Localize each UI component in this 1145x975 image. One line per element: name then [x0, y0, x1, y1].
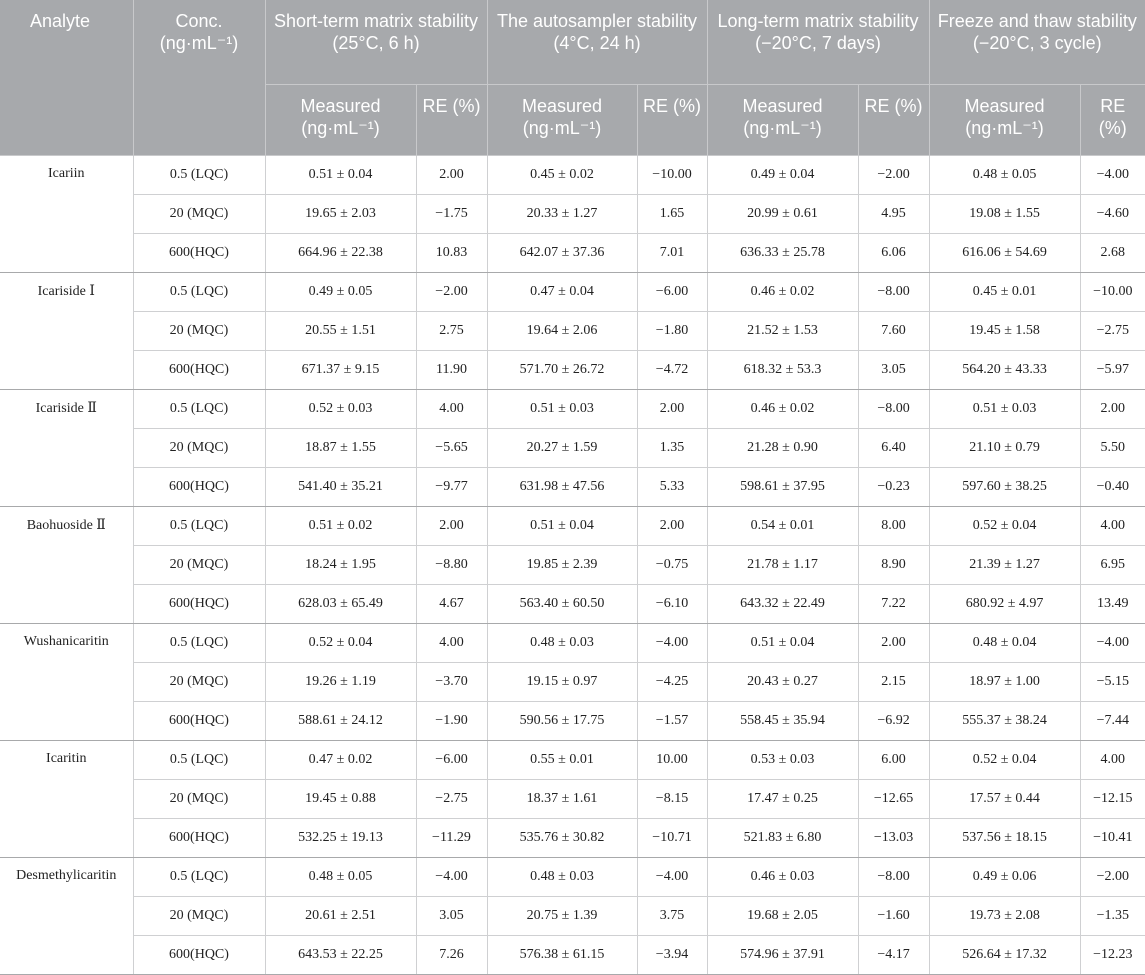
measured-cell: 19.68 ± 2.05 — [707, 896, 858, 935]
re-cell: −2.00 — [416, 272, 487, 311]
measured-cell: 535.76 ± 30.82 — [487, 818, 637, 857]
header-freeze-thaw: Freeze and thaw stability (−20°C, 3 cycle) — [929, 0, 1145, 84]
measured-cell: 541.40 ± 35.21 — [265, 467, 416, 506]
conc-cell: 600(HQC) — [133, 935, 265, 974]
re-cell: 4.67 — [416, 584, 487, 623]
re-cell: 10.00 — [637, 740, 707, 779]
measured-cell: 680.92 ± 4.97 — [929, 584, 1080, 623]
table-row — [0, 233, 1145, 272]
table-row — [0, 896, 1145, 935]
re-cell: −10.41 — [1080, 818, 1145, 857]
measured-cell: 0.51 ± 0.03 — [487, 389, 637, 428]
header-re: RE (%) — [858, 84, 929, 155]
re-cell: −13.03 — [858, 818, 929, 857]
measured-cell: 0.48 ± 0.03 — [487, 623, 637, 662]
table-row — [0, 779, 1145, 818]
header-conc: Conc. (ng·mL⁻¹) — [133, 0, 265, 155]
re-cell: −1.35 — [1080, 896, 1145, 935]
header-measured: Measured (ng·mL⁻¹) — [487, 84, 637, 155]
re-cell: 8.90 — [858, 545, 929, 584]
measured-cell: 17.47 ± 0.25 — [707, 779, 858, 818]
table-row — [0, 740, 1145, 779]
measured-cell: 0.46 ± 0.03 — [707, 857, 858, 896]
measured-cell: 0.45 ± 0.02 — [487, 155, 637, 194]
measured-cell: 564.20 ± 43.33 — [929, 350, 1080, 389]
measured-cell: 628.03 ± 65.49 — [265, 584, 416, 623]
re-cell: −12.65 — [858, 779, 929, 818]
measured-cell: 0.51 ± 0.02 — [265, 506, 416, 545]
measured-cell: 18.24 ± 1.95 — [265, 545, 416, 584]
analyte-cell: Icariside Ⅰ — [0, 272, 133, 389]
conc-cell: 20 (MQC) — [133, 545, 265, 584]
re-cell: −4.60 — [1080, 194, 1145, 233]
header-re: RE (%) — [416, 84, 487, 155]
measured-cell: 643.32 ± 22.49 — [707, 584, 858, 623]
measured-cell: 18.87 ± 1.55 — [265, 428, 416, 467]
measured-cell: 0.48 ± 0.05 — [929, 155, 1080, 194]
re-cell: 5.50 — [1080, 428, 1145, 467]
re-cell: −6.10 — [637, 584, 707, 623]
table-row — [0, 662, 1145, 701]
re-cell: 7.22 — [858, 584, 929, 623]
re-cell: 2.00 — [416, 506, 487, 545]
table-row — [0, 545, 1145, 584]
re-cell: −6.00 — [416, 740, 487, 779]
re-cell: −3.70 — [416, 662, 487, 701]
re-cell: 8.00 — [858, 506, 929, 545]
measured-cell: 0.55 ± 0.01 — [487, 740, 637, 779]
measured-cell: 19.15 ± 0.97 — [487, 662, 637, 701]
re-cell: −10.00 — [637, 155, 707, 194]
measured-cell: 21.52 ± 1.53 — [707, 311, 858, 350]
measured-cell: 576.38 ± 61.15 — [487, 935, 637, 974]
re-cell: 6.40 — [858, 428, 929, 467]
conc-cell: 0.5 (LQC) — [133, 857, 265, 896]
measured-cell: 19.65 ± 2.03 — [265, 194, 416, 233]
re-cell: −0.40 — [1080, 467, 1145, 506]
table-row — [0, 623, 1145, 662]
re-cell: −4.17 — [858, 935, 929, 974]
measured-cell: 616.06 ± 54.69 — [929, 233, 1080, 272]
measured-cell: 0.45 ± 0.01 — [929, 272, 1080, 311]
analyte-cell: Baohuoside Ⅱ — [0, 506, 133, 623]
re-cell: −4.00 — [1080, 623, 1145, 662]
measured-cell: 0.49 ± 0.04 — [707, 155, 858, 194]
measured-cell: 643.53 ± 22.25 — [265, 935, 416, 974]
measured-cell: 537.56 ± 18.15 — [929, 818, 1080, 857]
measured-cell: 0.47 ± 0.02 — [265, 740, 416, 779]
analyte-cell: Icaritin — [0, 740, 133, 857]
re-cell: −4.00 — [637, 623, 707, 662]
conc-cell: 600(HQC) — [133, 467, 265, 506]
measured-cell: 0.47 ± 0.04 — [487, 272, 637, 311]
re-cell: −5.65 — [416, 428, 487, 467]
conc-cell: 20 (MQC) — [133, 311, 265, 350]
re-cell: −5.97 — [1080, 350, 1145, 389]
re-cell: −4.00 — [416, 857, 487, 896]
conc-cell: 0.5 (LQC) — [133, 623, 265, 662]
conc-cell: 20 (MQC) — [133, 779, 265, 818]
re-cell: −1.75 — [416, 194, 487, 233]
table-row — [0, 389, 1145, 428]
conc-cell: 20 (MQC) — [133, 428, 265, 467]
measured-cell: 0.52 ± 0.04 — [929, 740, 1080, 779]
measured-cell: 597.60 ± 38.25 — [929, 467, 1080, 506]
measured-cell: 598.61 ± 37.95 — [707, 467, 858, 506]
measured-cell: 19.64 ± 2.06 — [487, 311, 637, 350]
re-cell: 1.65 — [637, 194, 707, 233]
conc-cell: 600(HQC) — [133, 584, 265, 623]
header-measured: Measured (ng·mL⁻¹) — [929, 84, 1080, 155]
re-cell: 4.00 — [416, 389, 487, 428]
re-cell: 4.00 — [1080, 506, 1145, 545]
measured-cell: 19.45 ± 0.88 — [265, 779, 416, 818]
header-measured: Measured (ng·mL⁻¹) — [707, 84, 858, 155]
measured-cell: 618.32 ± 53.3 — [707, 350, 858, 389]
re-cell: −6.00 — [637, 272, 707, 311]
header-short-term: Short-term matrix stability (25°C, 6 h) — [265, 0, 487, 84]
re-cell: −1.90 — [416, 701, 487, 740]
measured-cell: 20.75 ± 1.39 — [487, 896, 637, 935]
table-body — [0, 155, 1145, 974]
measured-cell: 588.61 ± 24.12 — [265, 701, 416, 740]
conc-cell: 0.5 (LQC) — [133, 740, 265, 779]
header-autosampler: The autosampler stability (4°C, 24 h) — [487, 0, 707, 84]
table-row — [0, 584, 1145, 623]
table-row — [0, 506, 1145, 545]
re-cell: −8.00 — [858, 272, 929, 311]
re-cell: −11.29 — [416, 818, 487, 857]
re-cell: −12.23 — [1080, 935, 1145, 974]
re-cell: 5.33 — [637, 467, 707, 506]
measured-cell: 20.33 ± 1.27 — [487, 194, 637, 233]
measured-cell: 19.45 ± 1.58 — [929, 311, 1080, 350]
measured-cell: 664.96 ± 22.38 — [265, 233, 416, 272]
header-analyte: Analyte — [0, 0, 133, 155]
re-cell: 2.00 — [416, 155, 487, 194]
re-cell: 6.06 — [858, 233, 929, 272]
table-row — [0, 701, 1145, 740]
measured-cell: 532.25 ± 19.13 — [265, 818, 416, 857]
re-cell: 7.60 — [858, 311, 929, 350]
re-cell: −4.72 — [637, 350, 707, 389]
measured-cell: 590.56 ± 17.75 — [487, 701, 637, 740]
re-cell: −8.15 — [637, 779, 707, 818]
re-cell: 1.35 — [637, 428, 707, 467]
conc-cell: 0.5 (LQC) — [133, 272, 265, 311]
conc-cell: 20 (MQC) — [133, 662, 265, 701]
measured-cell: 521.83 ± 6.80 — [707, 818, 858, 857]
re-cell: −2.00 — [858, 155, 929, 194]
header-measured: Measured (ng·mL⁻¹) — [265, 84, 416, 155]
conc-cell: 600(HQC) — [133, 233, 265, 272]
re-cell: −10.00 — [1080, 272, 1145, 311]
conc-cell: 0.5 (LQC) — [133, 389, 265, 428]
measured-cell: 18.37 ± 1.61 — [487, 779, 637, 818]
measured-cell: 0.53 ± 0.03 — [707, 740, 858, 779]
re-cell: −1.60 — [858, 896, 929, 935]
re-cell: 7.26 — [416, 935, 487, 974]
measured-cell: 642.07 ± 37.36 — [487, 233, 637, 272]
re-cell: −0.23 — [858, 467, 929, 506]
conc-cell: 600(HQC) — [133, 818, 265, 857]
re-cell: 4.95 — [858, 194, 929, 233]
re-cell: 2.68 — [1080, 233, 1145, 272]
measured-cell: 0.51 ± 0.04 — [707, 623, 858, 662]
measured-cell: 563.40 ± 60.50 — [487, 584, 637, 623]
re-cell: 10.83 — [416, 233, 487, 272]
measured-cell: 21.28 ± 0.90 — [707, 428, 858, 467]
re-cell: −3.94 — [637, 935, 707, 974]
measured-cell: 0.51 ± 0.04 — [265, 155, 416, 194]
measured-cell: 19.85 ± 2.39 — [487, 545, 637, 584]
measured-cell: 0.48 ± 0.05 — [265, 857, 416, 896]
re-cell: 7.01 — [637, 233, 707, 272]
re-cell: 4.00 — [416, 623, 487, 662]
re-cell: 6.95 — [1080, 545, 1145, 584]
measured-cell: 0.49 ± 0.06 — [929, 857, 1080, 896]
measured-cell: 21.39 ± 1.27 — [929, 545, 1080, 584]
measured-cell: 555.37 ± 38.24 — [929, 701, 1080, 740]
re-cell: −0.75 — [637, 545, 707, 584]
re-cell: 11.90 — [416, 350, 487, 389]
re-cell: −6.92 — [858, 701, 929, 740]
table-row — [0, 818, 1145, 857]
re-cell: 13.49 — [1080, 584, 1145, 623]
header-re: RE (%) — [1080, 84, 1145, 155]
measured-cell: 571.70 ± 26.72 — [487, 350, 637, 389]
re-cell: −8.00 — [858, 389, 929, 428]
measured-cell: 0.51 ± 0.04 — [487, 506, 637, 545]
measured-cell: 631.98 ± 47.56 — [487, 467, 637, 506]
measured-cell: 574.96 ± 37.91 — [707, 935, 858, 974]
table-row — [0, 467, 1145, 506]
re-cell: −1.80 — [637, 311, 707, 350]
re-cell: 2.00 — [858, 623, 929, 662]
measured-cell: 0.51 ± 0.03 — [929, 389, 1080, 428]
table-row — [0, 155, 1145, 194]
analyte-cell: Icariside Ⅱ — [0, 389, 133, 506]
re-cell: 2.15 — [858, 662, 929, 701]
analyte-cell: Icariin — [0, 155, 133, 272]
measured-cell: 526.64 ± 17.32 — [929, 935, 1080, 974]
measured-cell: 0.48 ± 0.04 — [929, 623, 1080, 662]
re-cell: −2.00 — [1080, 857, 1145, 896]
measured-cell: 20.27 ± 1.59 — [487, 428, 637, 467]
re-cell: 3.05 — [858, 350, 929, 389]
re-cell: 6.00 — [858, 740, 929, 779]
measured-cell: 17.57 ± 0.44 — [929, 779, 1080, 818]
re-cell: −5.15 — [1080, 662, 1145, 701]
measured-cell: 0.48 ± 0.03 — [487, 857, 637, 896]
measured-cell: 21.78 ± 1.17 — [707, 545, 858, 584]
analyte-cell: Desmethylicaritin — [0, 857, 133, 974]
conc-cell: 20 (MQC) — [133, 194, 265, 233]
measured-cell: 0.49 ± 0.05 — [265, 272, 416, 311]
header-long-term: Long-term matrix stability (−20°C, 7 days) — [707, 0, 929, 84]
re-cell: −1.57 — [637, 701, 707, 740]
measured-cell: 0.54 ± 0.01 — [707, 506, 858, 545]
re-cell: 2.00 — [1080, 389, 1145, 428]
header-re: RE (%) — [637, 84, 707, 155]
re-cell: 2.00 — [637, 506, 707, 545]
re-cell: 3.05 — [416, 896, 487, 935]
re-cell: −12.15 — [1080, 779, 1145, 818]
measured-cell: 20.61 ± 2.51 — [265, 896, 416, 935]
measured-cell: 21.10 ± 0.79 — [929, 428, 1080, 467]
re-cell: −7.44 — [1080, 701, 1145, 740]
measured-cell: 19.26 ± 1.19 — [265, 662, 416, 701]
re-cell: −2.75 — [416, 779, 487, 818]
measured-cell: 19.08 ± 1.55 — [929, 194, 1080, 233]
measured-cell: 0.52 ± 0.04 — [929, 506, 1080, 545]
conc-cell: 20 (MQC) — [133, 896, 265, 935]
table-row — [0, 194, 1145, 233]
conc-cell: 600(HQC) — [133, 701, 265, 740]
measured-cell: 18.97 ± 1.00 — [929, 662, 1080, 701]
re-cell: −8.00 — [858, 857, 929, 896]
re-cell: 2.75 — [416, 311, 487, 350]
measured-cell: 20.43 ± 0.27 — [707, 662, 858, 701]
table-row — [0, 272, 1145, 311]
table-row — [0, 428, 1145, 467]
re-cell: −10.71 — [637, 818, 707, 857]
measured-cell: 20.99 ± 0.61 — [707, 194, 858, 233]
conc-cell: 0.5 (LQC) — [133, 155, 265, 194]
measured-cell: 636.33 ± 25.78 — [707, 233, 858, 272]
measured-cell: 0.46 ± 0.02 — [707, 272, 858, 311]
re-cell: −4.00 — [637, 857, 707, 896]
measured-cell: 0.52 ± 0.04 — [265, 623, 416, 662]
re-cell: −4.00 — [1080, 155, 1145, 194]
re-cell: −8.80 — [416, 545, 487, 584]
re-cell: 3.75 — [637, 896, 707, 935]
table-row — [0, 350, 1145, 389]
measured-cell: 20.55 ± 1.51 — [265, 311, 416, 350]
re-cell: 4.00 — [1080, 740, 1145, 779]
conc-cell: 0.5 (LQC) — [133, 506, 265, 545]
re-cell: −4.25 — [637, 662, 707, 701]
measured-cell: 0.52 ± 0.03 — [265, 389, 416, 428]
table-row — [0, 857, 1145, 896]
conc-cell: 600(HQC) — [133, 350, 265, 389]
analyte-cell: Wushanicaritin — [0, 623, 133, 740]
re-cell: −2.75 — [1080, 311, 1145, 350]
re-cell: −9.77 — [416, 467, 487, 506]
measured-cell: 671.37 ± 9.15 — [265, 350, 416, 389]
measured-cell: 0.46 ± 0.02 — [707, 389, 858, 428]
table-row — [0, 311, 1145, 350]
table-row — [0, 935, 1145, 974]
re-cell: 2.00 — [637, 389, 707, 428]
measured-cell: 558.45 ± 35.94 — [707, 701, 858, 740]
measured-cell: 19.73 ± 2.08 — [929, 896, 1080, 935]
